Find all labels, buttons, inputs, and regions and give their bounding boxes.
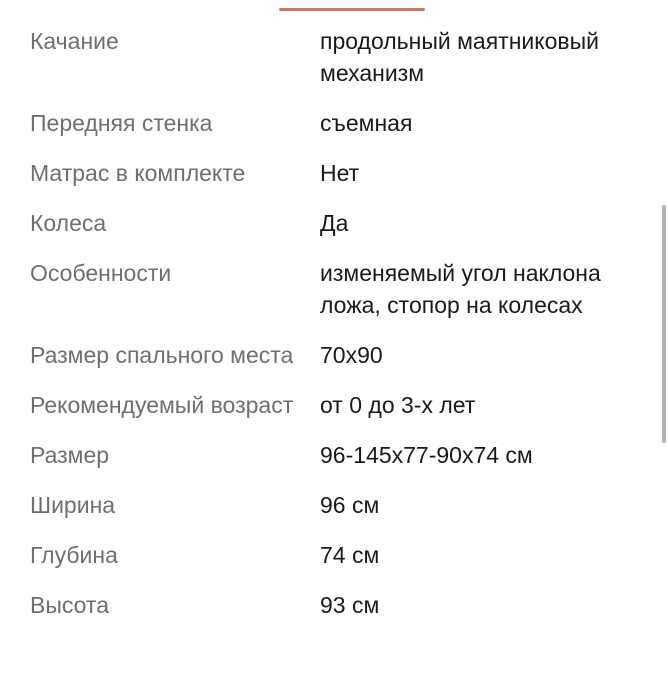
spec-value: от 0 до 3-х лет [320, 392, 476, 418]
spec-row-width [30, 489, 650, 521]
spec-row-recommended-age [30, 389, 650, 421]
spec-label: Размер [30, 442, 110, 468]
spec-value: 96-145x77-90x74 см [320, 442, 533, 468]
spec-value: 70x90 [320, 342, 383, 368]
spec-value: продольный маятниковый механизм [320, 28, 599, 86]
spec-row-front-wall [30, 107, 650, 139]
spec-label: Колеса [30, 210, 107, 236]
spec-label: Передняя стенка [30, 110, 213, 136]
spec-value: изменяемый угол наклона ложа, стопор на колесах [320, 260, 601, 318]
spec-value: Да [320, 210, 349, 236]
spec-value: 96 см [320, 492, 380, 518]
active-tab-indicator [279, 8, 425, 11]
spec-row-wheels [30, 207, 650, 239]
spec-label: Глубина [30, 542, 118, 568]
spec-label: Ширина [30, 492, 116, 518]
spec-label: Качание [30, 28, 119, 54]
spec-row-height [30, 589, 650, 621]
spec-row-swing [30, 25, 650, 89]
spec-value: 93 см [320, 592, 380, 618]
spec-row-mattress [30, 157, 650, 189]
spec-label: Рекомендуемый возраст [30, 392, 294, 418]
scrollbar-thumb[interactable] [662, 205, 666, 443]
spec-value: Нет [320, 160, 360, 186]
spec-row-sleeping-size [30, 339, 650, 371]
spec-label: Высота [30, 592, 109, 618]
specs-list [30, 25, 650, 639]
spec-label: Размер спального места [30, 342, 294, 368]
spec-value: 74 см [320, 542, 380, 568]
spec-label: Матрас в комплекте [30, 160, 246, 186]
spec-row-size [30, 439, 650, 471]
spec-row-depth [30, 539, 650, 571]
spec-row-features [30, 257, 650, 321]
spec-label: Особенности [30, 260, 172, 286]
spec-value: съемная [320, 110, 413, 136]
